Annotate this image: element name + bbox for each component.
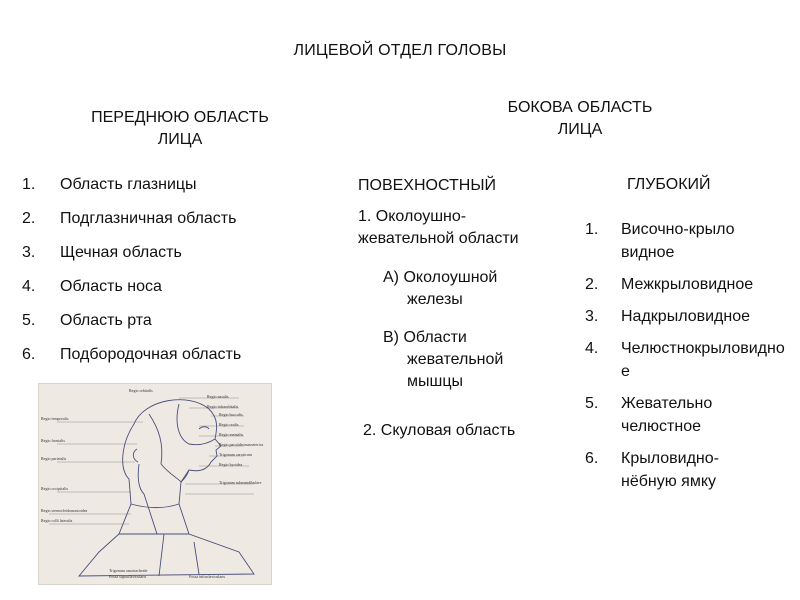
lateral-region-heading bbox=[460, 97, 700, 141]
list-item: 1. Область глазницы bbox=[22, 176, 197, 193]
figure-label: Regio parotideomasseterica bbox=[219, 442, 264, 447]
superficial-sub-b: В) Области жевательной мышцы bbox=[383, 329, 504, 390]
list-item: 2. Межкрыловидное bbox=[585, 276, 754, 293]
figure-label: Trigonum caroticum bbox=[219, 452, 252, 457]
anterior-region-heading bbox=[40, 107, 320, 151]
page-title: ЛИЦЕВОЙ ОТДЕЛ ГОЛОВЫ bbox=[293, 42, 507, 59]
figure-label: Regio orbitalis bbox=[129, 388, 153, 393]
list-item: 1. Височно-крыловидное bbox=[585, 221, 735, 261]
anterior-heading-line2: ЛИЦА bbox=[157, 131, 203, 148]
superficial-item-2: 2. Скуловая область bbox=[363, 422, 516, 439]
head-regions-illustration bbox=[38, 383, 272, 585]
list-item: 4. Область носа bbox=[22, 278, 162, 295]
list-item: 4. Челюстнокрыловидное bbox=[585, 340, 785, 380]
figure-label: Regio frontalis bbox=[41, 438, 65, 443]
list-item: 6. Подбородочная область bbox=[22, 346, 242, 363]
figure-label: Regio infraorbitalis bbox=[207, 404, 239, 409]
figure-label: Regio temporalis bbox=[41, 416, 69, 421]
figure-label: Regio mentalis bbox=[219, 432, 244, 437]
figure-label: Regio buccalis bbox=[219, 412, 243, 417]
list-item: 2. Подглазничная область bbox=[22, 210, 237, 227]
figure-label: Trigonum omotracheale bbox=[109, 568, 148, 573]
lateral-heading-line2: ЛИЦА bbox=[557, 121, 603, 138]
lateral-heading-line1: БОКОВА ОБЛАСТЬ bbox=[507, 99, 653, 116]
list-item: 6. Крыловидно-нёбную ямку bbox=[585, 450, 719, 490]
figure-label: Regio parietalis bbox=[41, 456, 67, 461]
head-neck-diagram bbox=[39, 384, 271, 584]
figure-label: Fossa infraclavicularis bbox=[189, 574, 226, 579]
deep-heading: ГЛУБОКИЙ bbox=[627, 176, 711, 193]
superficial-heading: ПОВЕХНОСТНЫЙ bbox=[358, 177, 496, 194]
anterior-heading-line1: ПЕРЕДНЮЮ ОБЛАСТЬ bbox=[91, 109, 269, 126]
figure-label: Regio oralis bbox=[219, 422, 239, 427]
figure-label: Regio hyoidea bbox=[219, 462, 243, 467]
figure-label: Fossa supraclavicularis bbox=[109, 574, 147, 579]
figure-label: Trigonum submandibulare bbox=[219, 480, 262, 485]
list-item: 3. Надкрыловидное bbox=[585, 308, 751, 325]
list-item: 5. Область рта bbox=[22, 312, 152, 329]
list-item: 3. Щечная область bbox=[22, 244, 182, 261]
list-item: 5. Жевательно челюстное bbox=[585, 395, 713, 435]
superficial-sub-a: А) Околоушной железы bbox=[383, 269, 498, 308]
figure-label: Regio colli lateralis bbox=[41, 518, 73, 523]
superficial-item-1: 1. Околоушно- жевательной области bbox=[358, 208, 519, 247]
figure-label: Regio sternocleidomastoidea bbox=[41, 508, 88, 513]
figure-label: Regio nasalis bbox=[207, 394, 229, 399]
deep-region-list bbox=[585, 218, 795, 502]
anterior-region-list bbox=[22, 175, 342, 379]
figure-label: Regio occipitalis bbox=[41, 486, 68, 491]
